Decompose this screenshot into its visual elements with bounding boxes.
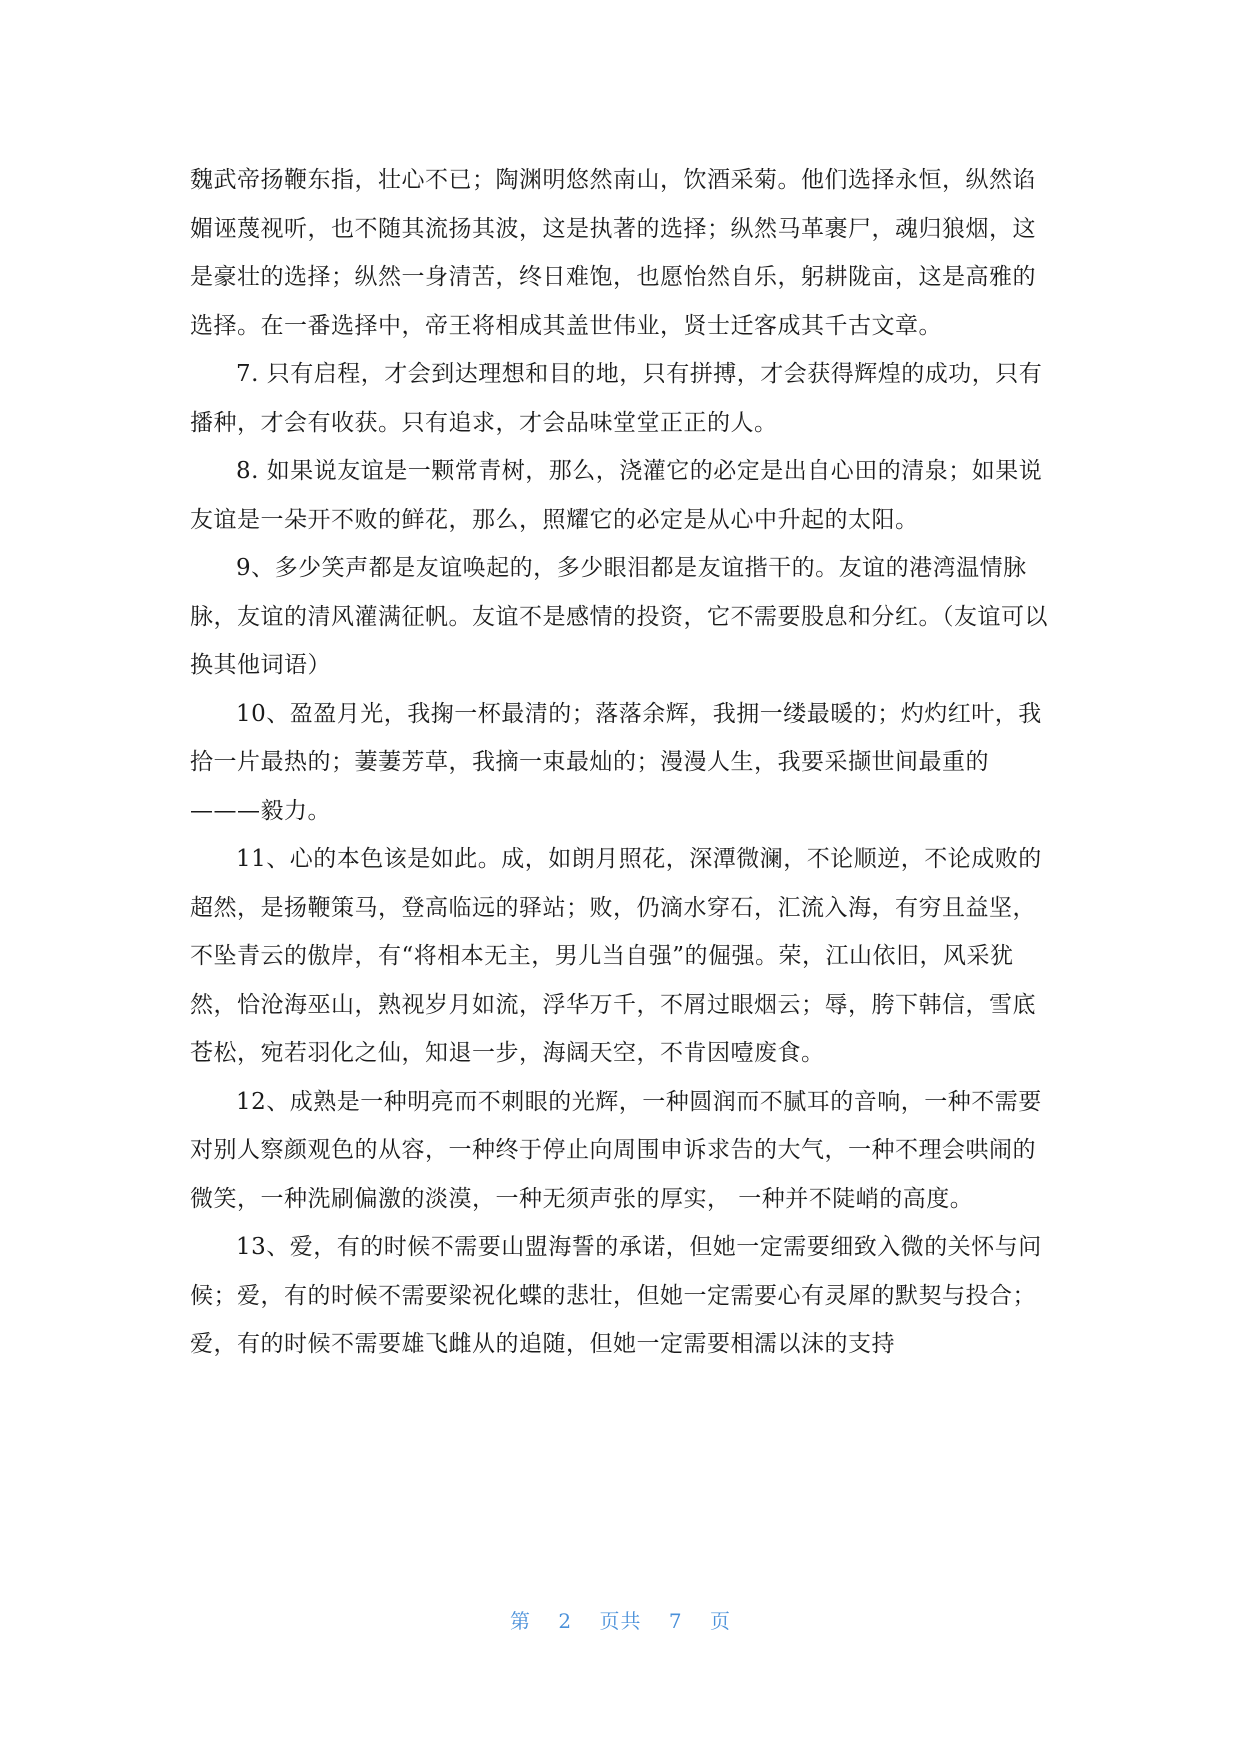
footer-total-pages: 7 <box>668 1609 683 1633</box>
footer-suffix: 页 <box>709 1609 731 1633</box>
footer-prefix: 第 <box>510 1609 532 1633</box>
paragraph: 12、成熟是一种明亮而不刺眼的光辉，一种圆润而不腻耳的音响，一种不需要对别人察颜观色的从容，一种终于停止向周围申诉求告的大气，一种不理会哄闹的微笑，一种洗刷偏激的淡漠，一种无须声张的厚实， 一种并不陡峭的高度。 <box>190 1088 1042 1212</box>
paragraph: 7. 只有启程，才会到达理想和目的地，只有拼搏，才会获得辉煌的成功，只有播种，才会有收获。只有追求，才会品味堂堂正正的人。 <box>190 361 1043 436</box>
page-footer <box>0 1605 1241 1634</box>
paragraph: 11、心的本色该是如此。成，如朗月照花，深潭微澜，不论顺逆，不论成败的超然，是扬鞭策马，登高临远的驿站；败，仍滴水穿石，汇流入海，有穷且益坚，不坠青云的傲岸，有“将相本无主，男儿当自强”的倔强。荣，江山依旧，风采犹然，恰沧海巫山，熟视岁月如流，浮华万千，不屑过眼烟云；辱，胯下韩信，雪底苍松，宛若羽化之仙，知退一步，海阔天空，不肯因噎废食。 <box>190 846 1042 1066</box>
paragraph: 8. 如果说友谊是一颗常青树，那么，浇灌它的必定是出自心田的清泉；如果说友谊是一朵开不败的鲜花，那么，照耀它的必定是从心中升起的太阳。 <box>190 458 1043 533</box>
paragraph: 10、盈盈月光，我掬一杯最清的；落落余辉，我拥一缕最暖的；灼灼红叶，我拾一片最热的；萋萋芳草，我摘一束最灿的；漫漫人生，我要采撷世间最重的———毅力。 <box>190 700 1042 824</box>
footer-middle: 页共 <box>599 1609 642 1633</box>
paragraph: 魏武帝扬鞭东指，壮心不已；陶渊明悠然南山，饮酒采菊。他们选择永恒，纵然谄媚诬蔑视听，也不随其流扬其波，这是执著的选择；纵然马革裹尸，魂归狼烟，这是豪壮的选择；纵然一身清苦，终日难饱，也愿怡然自乐，躬耕陇亩，这是高雅的选择。在一番选择中，帝王将相成其盖世伟业，贤士迁客成其千古文章。 <box>190 167 1036 339</box>
paragraph: 9、多少笑声都是友谊唤起的，多少眼泪都是友谊揩干的。友谊的港湾温情脉脉，友谊的清风灌满征帆。友谊不是感情的投资，它不需要股息和分红。（友谊可以换其他词语） <box>190 555 1048 678</box>
document-body <box>190 156 1056 1369</box>
paragraph: 13、爱，有的时候不需要山盟海誓的承诺，但她一定需要细致入微的关怀与问候；爱，有的时候不需要梁祝化蝶的悲壮，但她一定需要心有灵犀的默契与投合；爱，有的时候不需要雄飞雌从的追随，但她一定需要相濡以沫的支持 <box>190 1234 1042 1357</box>
footer-current-page: 2 <box>558 1609 573 1633</box>
